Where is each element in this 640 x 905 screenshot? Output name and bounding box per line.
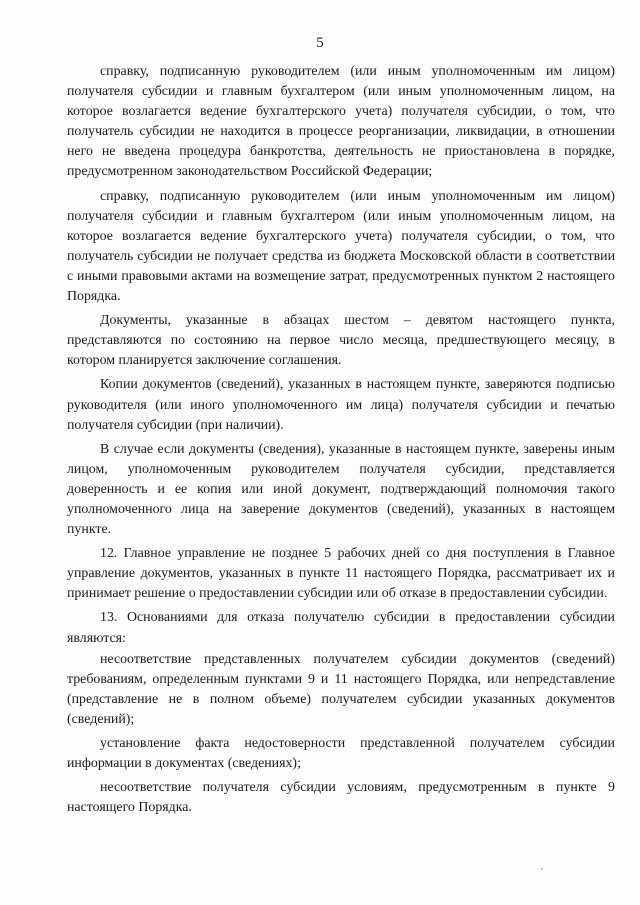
paragraph-certificate-reorganization: справку, подписанную руководителем (или иным уполномоченным им лицом) получателя субсидии и главным бухгалтером (или иным уполномоченным лицом, на которое возлагается ведение бухгалтерского учета) получателя субсидии, о том, что получатель субсидии не находится в процессе реорганизации, ликвидации, в отношении него не введена процедура банкротства, деятельность не приостановлена в порядке, предусмотренном законодательством Российской Федерации; <box>67 64 615 180</box>
paragraph-refusal-ground-conditions: несоответствие получателя субсидии условиям, предусмотренным в пункте 9 настоящего Порядка. <box>67 780 615 816</box>
document-body <box>67 62 615 822</box>
paragraph-refusal-ground-documents: несоответствие представленных получателем субсидии документов (сведений) требованиям, определенным пунктами 9 и 11 настоящего Порядка, или непредставление (представление не в полном объеме) получателем субсидии указанных документов (сведений); <box>67 651 615 727</box>
paragraph-clause-13: 13. Основаниями для отказа получателю субсидии в предоставлении субсидии являются: <box>67 610 615 646</box>
paragraph-clause-12: 12. Главное управление не позднее 5 рабочих дней со дня поступления в Главное управление документов, указанных в пункте 11 настоящего Порядка, рассматривает их и принимает решение о предоставлении субсидии или об отказе в предоставлении субсидии. <box>67 546 615 602</box>
paragraph-refusal-ground-false-info: установление факта недостоверности представленной получателем субсидии информации в документах (сведениях); <box>67 736 615 772</box>
paragraph-power-of-attorney: В случае если документы (сведения), указанные в настоящем пункте, заверены иным лицом, уполномоченным руководителем получателя субсидии, представляется доверенность и ее копия или иной документ, подтверждающий полномочия такого уполномоченного лица на заверение документов (сведений), указанных в настоящем пункте. <box>67 441 615 538</box>
paragraph-documents-date: Документы, указанные в абзацах шестом – девятом настоящего пункта, представляются по состоянию на первое число месяца, предшествующего месяцу, в котором планируется заключение соглашения. <box>67 313 615 369</box>
paragraph-copies-certification: Копии документов (сведений), указанных в настоящем пункте, заверяются подписью руководителя (или иного уполномоченного им лица) получателя субсидии и печатью получателя субсидии (при наличии). <box>67 377 615 433</box>
paragraph-certificate-budget-funds: справку, подписанную руководителем (или иным уполномоченным им лицом) получателя субсидии и главным бухгалтером (или иным уполномоченным лицом, на которое возлагается ведение бухгалтерского учета) получателя субсидии, о том, что получатель субсидии не получает средства из бюджета Московской области в соответствии с иными правовыми актами на возмещение затрат, предусмотренных пунктом 2 настоящего Порядка. <box>67 188 615 305</box>
page-number: 5 <box>316 35 324 51</box>
scan-speck <box>541 868 543 870</box>
